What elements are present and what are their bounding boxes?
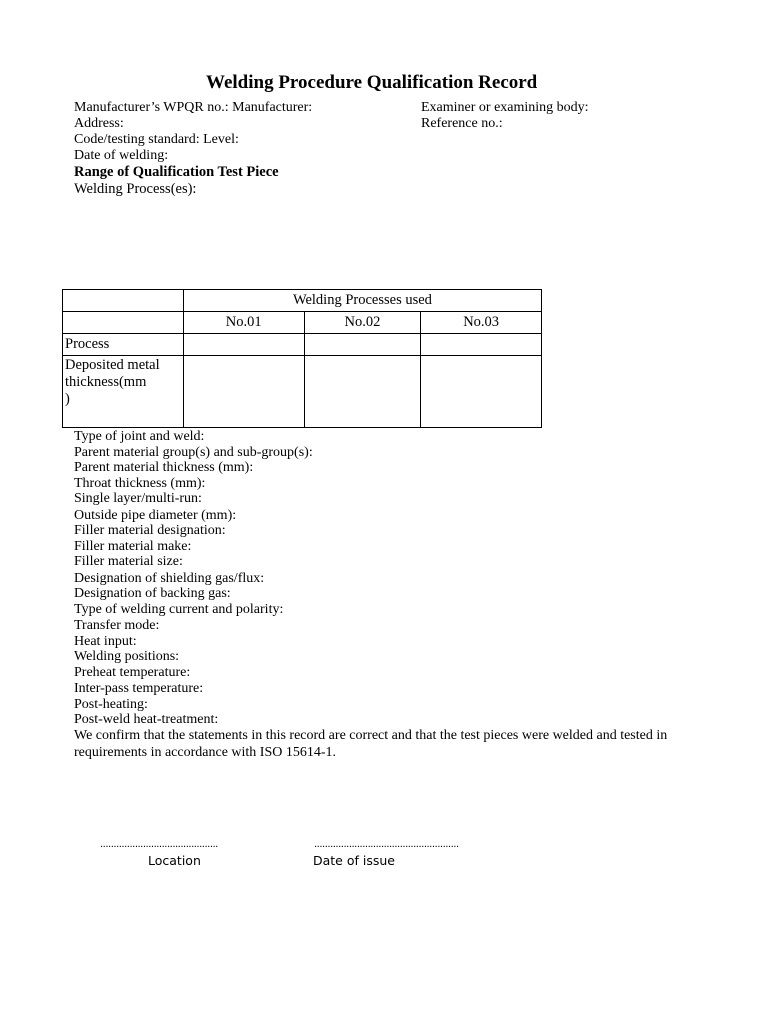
welding-processes-used-header: Welding Processes used (183, 290, 541, 312)
field-preheat-temperature: Preheat temperature: (74, 665, 191, 680)
thickness-cell-no01[interactable] (183, 356, 304, 428)
field-parent-material-group: Parent material group(s) and sub-group(s): (74, 445, 313, 460)
range-heading: Range of Qualification Test Piece (74, 164, 279, 180)
welding-processes-label: Welding Process(es): (74, 181, 197, 197)
field-filler-material-make: Filler material make: (74, 539, 192, 554)
process-cell-no03[interactable] (421, 334, 542, 356)
confirmation-line-2: requirements in accordance with ISO 15614-1. (74, 745, 337, 760)
date-of-issue-label: Date of issue (313, 853, 395, 868)
table-empty-cell (63, 312, 184, 334)
field-type-of-joint: Type of joint and weld: (74, 429, 205, 444)
wpqr-manufacturer-label: Manufacturer’s WPQR no.: Manufacturer: (74, 100, 313, 115)
row-label-deposited-metal-thickness: Deposited metal thickness(mm ) (63, 356, 184, 428)
field-shielding-gas: Designation of shielding gas/flux: (74, 571, 265, 586)
confirmation-line-1: We confirm that the statements in this record are correct and that the test pieces were welded and tested in (74, 728, 668, 743)
field-parent-material-thickness: Parent material thickness (mm): (74, 460, 254, 475)
table-row (63, 334, 542, 356)
thickness-cell-no03[interactable] (421, 356, 542, 428)
column-no02: No.02 (304, 312, 421, 334)
field-single-layer-multi-run: Single layer/multi-run: (74, 491, 202, 506)
field-welding-current: Type of welding current and polarity: (74, 602, 284, 617)
field-post-weld-heat-treatment: Post-weld heat-treatment: (74, 712, 219, 727)
date-signature-line: ...................................................... (314, 839, 459, 850)
field-filler-material-designation: Filler material designation: (74, 523, 226, 538)
table-row (63, 356, 542, 428)
field-outside-pipe-diameter: Outside pipe diameter (mm): (74, 508, 237, 523)
address-label: Address: (74, 116, 124, 131)
field-post-heating: Post-heating: (74, 697, 148, 712)
process-cell-no01[interactable] (183, 334, 304, 356)
row-label-process: Process (63, 334, 184, 356)
column-no01: No.01 (183, 312, 304, 334)
field-heat-input: Heat input: (74, 634, 137, 649)
field-inter-pass-temperature: Inter-pass temperature: (74, 681, 204, 696)
process-cell-no02[interactable] (304, 334, 421, 356)
field-transfer-mode: Transfer mode: (74, 618, 160, 633)
location-label: Location (148, 853, 201, 868)
date-of-welding-label: Date of welding: (74, 148, 169, 163)
examiner-label: Examiner or examining body: (421, 100, 589, 115)
welding-processes-table (62, 289, 542, 428)
page-title: Welding Procedure Qualification Record (206, 72, 538, 93)
field-throat-thickness: Throat thickness (mm): (74, 476, 206, 491)
field-filler-material-size: Filler material size: (74, 554, 183, 569)
location-signature-line: ............................................ (100, 839, 218, 850)
table-header-row (63, 290, 542, 312)
table-corner-cell (63, 290, 184, 312)
code-level-label: Code/testing standard: Level: (74, 132, 239, 147)
column-no03: No.03 (421, 312, 542, 334)
table-column-row (63, 312, 542, 334)
thickness-cell-no02[interactable] (304, 356, 421, 428)
field-welding-positions: Welding positions: (74, 649, 180, 664)
reference-label: Reference no.: (421, 116, 503, 131)
field-backing-gas: Designation of backing gas: (74, 586, 231, 601)
